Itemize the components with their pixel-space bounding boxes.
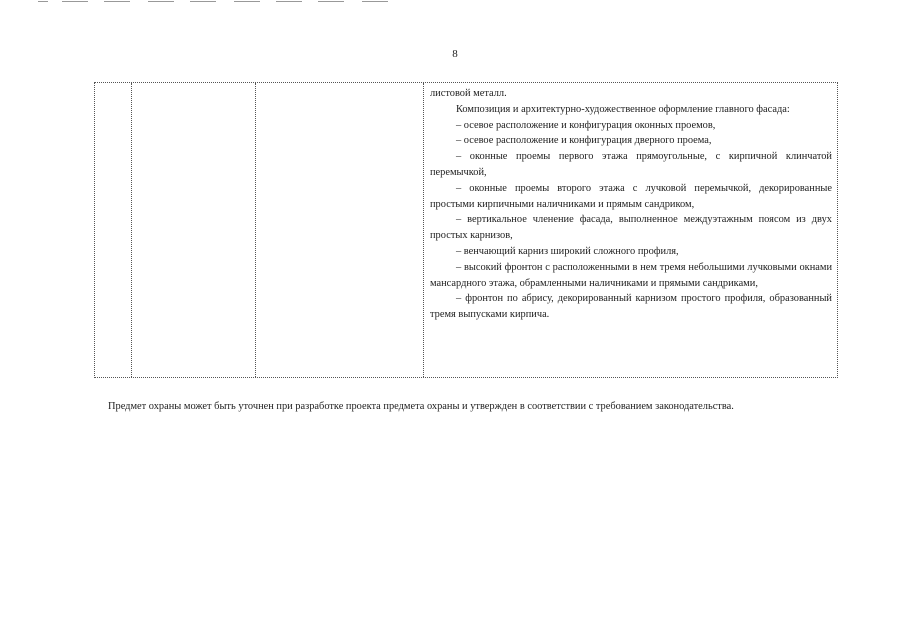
protection-note (108, 399, 788, 415)
cell-line: – осевое расположение и конфигурация оконных проемов, (456, 119, 716, 131)
note-text: Предмет охраны может быть уточнен при разработке проекта предмета охраны и утвержден в соответствии с требованием законодательства. (108, 401, 734, 412)
page-number: 8 (452, 48, 458, 60)
protection-table (94, 82, 838, 378)
cell-line: – осевое расположение и конфигурация дверного проема, (456, 135, 712, 147)
column-divider-3 (423, 83, 424, 377)
cell-line: – венчающий карниз широкий сложного профиля, (456, 245, 679, 257)
cell-line: листовой металл. (430, 88, 507, 99)
top-edge-dashes (0, 0, 905, 6)
table-cell-description (430, 86, 832, 323)
cell-line: – оконные проемы второго этажа с лучковой перемычкой, декорированные простыми кирпичными наличниками и прямым сандриком, (430, 182, 832, 210)
column-divider-2 (255, 83, 256, 377)
cell-line: – высокий фронтон с расположенными в нем тремя небольшими лучковыми окнами мансардного этажа, обрамленными наличниками и прямыми сандриками, (430, 261, 832, 289)
cell-line: Композиция и архитектурно-художественное оформление главного фасада: (456, 103, 790, 115)
cell-line: – фронтон по абрису, декорированный карнизом простого профиля, образованный тремя выпусками кирпича. (430, 293, 832, 321)
column-divider-1 (131, 83, 132, 377)
cell-line: – оконные проемы первого этажа прямоугольные, с кирпичной клинчатой перемычкой, (430, 151, 832, 178)
cell-line: – вертикальное членение фасада, выполненное междуэтажным поясом из двух простых карнизов, (430, 214, 832, 242)
